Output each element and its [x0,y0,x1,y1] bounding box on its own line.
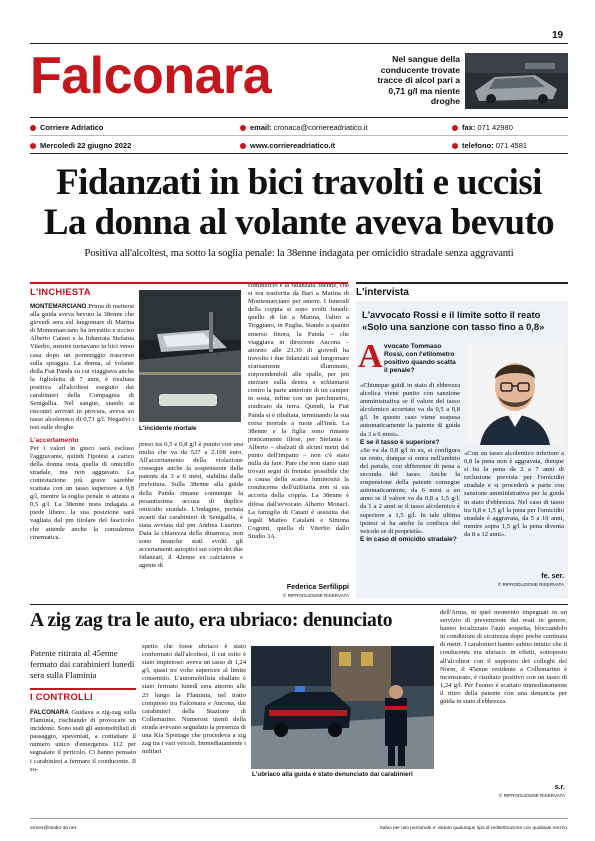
info-website [240,141,335,150]
info-rule-3 [30,153,568,154]
footer-left: ermes@studio-3a.net [30,826,76,831]
info-phone: telefono: 071 4581 [452,141,527,150]
inchiesta-col3: commercio e la fidanzata 38enne, che si era trasferita da Bari a Marina di Montemarciano per amore. I funerali della coppia si sono svolti lunedì: quello di lui a Marina, l'altro a Triggiano, in Puglia. Stando a quanto emerso finora, la Panda – che viaggiava in direzione Ancona – attorno alle 23.30 di giovedì ha travolto i due fidanzati sul lungomare scarsamente illuminato, sorprendendoli alle spalle, per poi sterzare sulla destra e schiantarsi contro la parte anteriore di un camper in sosta, infine con un parchimetro, sradicato da terra. Quindi, la Fiat Panda si è ribaltata, terminando la sua corsa mortale a ruote all'insù. La 38enne e la figlia sono rimaste praticamente illese, per Stefania e Alberto – sbalzati di alcuni metri dal punto dell'impatto – non c'è stato nulla da fare. Pare che non siano stati trovati segni di frenata: possibile che a causa della scarsa luminosità la conducente dell'utilitaria non si sia accorta della coppia. La 38enne è difesa dall'avvocato Alberto Monaci. La famiglia di Catani è assistita dai legali Matteo Catalani e Simona Cognini, quella di Viterbo dallo Studio 3A. [248,282,349,540]
info-email: email: cronaca@corriereadriatico.it [240,123,368,132]
intervista-rights: © RIPRODUZIONE RISERVATA [497,582,564,587]
top-rule [30,43,568,44]
headline-line2: La donna al volante aveva bevuto [43,202,555,243]
bullet-icon [452,125,458,131]
intervista-col1 [360,382,460,587]
bullet-icon [240,125,246,131]
zigzag-col1-text: Guidava a zig-zag sulla Flaminia, rischiando di provocare un incidente. Sono stati gli automobilisti di passaggio, spaventati, a contattare il numero unico d'emergenza 112 per segnalare il pericolo. Ci hanno pensato i carabinieri a fermare il conducente. Il so- [30,709,136,773]
masthead-teaser: Nel sangue della conducente trovate tracce di alcol pari a 0,71 g/l ma niente droghe [377,54,460,107]
info-rule-2 [30,135,568,136]
zigzag-author: s.r. [554,782,565,791]
inchiesta-subhead: L'accertamento [30,436,79,444]
masthead-city: Falconara [30,47,272,105]
lead-place: MONTEMARCIANO [30,303,87,310]
intervista-dropcap: A [358,338,383,375]
lawyer-portrait [466,345,564,445]
email-link[interactable]: cronaca@corriereadriatico.it [273,123,368,132]
intervista-answer-2: «Se va da 0,8 g/l in su, si configura un reato, dunque si entra nell'ambito del penale, con differenze di pena a seconda del tasso. Anche la sospensione della patente consegue automaticamente, da 6 mesi a un anno se il valore va da 0,8 a 1,5 g/l; da 1 a 2 anni se il tasso alcolemico è superiore a 1,5 g/l. In tale ultima ipotesi si ha anche la confisca del veicolo se di proprietà». [360,446,460,535]
zigzag-col3: dell'Arma, in quel momento impegnati in un servizio di prevenzione dei reati in genere, hanno localizzato l'auto sospetta, bloccandolo in condizioni di sicurezza dopo poche centinaia di metri. I carabinieri hanno subito intuito che il conducente era ubriaco: in effetti, sottoposto all'alcoltest con il supporto dei colleghi del Norm, il 45enne residente a Collemarino è incensurato, è risultato positivo con un tasso di 1,24 g/l. Per l'uomo è scattato immediatamente il ritiro della patente con una denuncia per guida in stato d'ebbrezza. [440,609,567,706]
headline-subtitle: Positiva all'alcoltest, ma sotto la soglia penale: la 38enne indagata per omicidio stradale senza aggravanti [84,248,514,259]
info-rule-1 [30,117,568,118]
bullet-icon [452,143,458,149]
zigzag-lead-place: FALCONARA [30,709,69,716]
info-fax: fax: 071 42980 [452,123,513,132]
intervista-rule [356,282,568,284]
headline-line1: Fidanzati in bici travolti e uccisi [56,162,542,203]
carabinieri-photo [251,646,434,769]
controlli-label: I CONTROLLI [30,692,93,703]
footer-rule [30,818,568,819]
zigzag-subtitle: Patente ritirata al 45enne fermato dai carabinieri lunedì sera sulla Flaminia [30,648,135,680]
bullet-icon [30,125,36,131]
info-date: Mercoledì 22 giugno 2022 [30,141,131,150]
inchiesta-rights: © RIPRODUZIONE RISERVATA [282,593,349,598]
intervista-answer-1: «Chiunque guidi in stato di ebbrezza alcolica viene punito con sanzione amministrativa se il valore del tasso alcolemico accertato va da 0,5 a 0,8 g/l. In questo caso viene sospesa automaticamente la patente di guida da 3 a 6 mesi». [360,382,460,438]
teaser-photo [465,53,568,109]
zigzag-top-rule [30,604,568,605]
intervista-question-2: E se il tasso è superiore? [360,438,440,446]
intervista-question-3: E in caso di omicidio stradale? [360,535,457,543]
bullet-icon [30,143,36,149]
page-number: 19 [552,30,564,41]
zigzag-headline: A zig zag tra le auto, era ubriaco: denunciato [30,610,393,631]
zigzag-rights: © RIPRODUZIONE RISERVATA [498,793,565,798]
info-publication: Corriere Adriatico [30,123,104,132]
inchiesta-col2: preso tra 0,5 e 0,8 g/l è punito con una multa che va da 527 a 2.108 euro. All'accertamento della violazione consegue anche la sospensione della patente da 3 a 6 mesi, stabilita dalla prefettura. Sulla 38enne alla guida della Panda rimane comunque la pesantissima accusa di duplice omicidio stradale. L'indagine, portata avanti dai carabinieri di Senigallia, è stata avviata dal pm Andrea Laurino. Data la chiarezza della dinamica, non sono neanche stati svolti gli accertamenti autoptici sui corpi dei due fidanzati, il 42enne ex calciatore e agente di [139,441,243,570]
inchiesta-col1-text-2: Per i valori in gioco sarà escluso l'aggravante, quindi l'ipotesi a carico della donna resta quella di omicidio stradale, ma non aggravato. La contestazione più grave sarebbe scattata con un tasso superiore a 0,8 g/l, mentre la soglia penale si attesta a 0,5 g/l. La 38enne resta indagata a piede libero: la sua posizione sarà vagliata dal pm titolare del fascicolo che attende anche la consulenza cinematica. [30,444,134,541]
intervista-label: L'intervista [356,287,409,298]
inchiesta-col1 [30,303,134,603]
intervista-author: fe. ser. [541,571,564,580]
controlli-rule [30,688,136,690]
website-link[interactable]: www.corriereadriatico.it [250,141,336,150]
inchiesta-label: L'INCHIESTA [30,287,91,298]
zigzag-col2: spetto che fosse ubriaco è stato confermato dall'alcoltest, il cui esito è stato impietoso: aveva un tasso di 1,24 g/l, quasi tre volte superiore al limite consentito. L'automobilista sballato è stato fermato lunedì sera attorno alle 23 lungo la Flaminia, nel tratto compreso tra Falconara e Ancona, dai carabinieri della Stazione di Collemarino. Numerosi utenti della strada avevano segnalato la presenza di una Kia Sportage che procedeva a zig zag tra i vari veicoli. Immediatamente i militari [142,643,246,756]
incident-photo-caption: L'incidente mortale [139,425,197,432]
carabinieri-photo-caption: L'ubriaco alla guida è stato denunciato dai carabinieri [252,771,413,778]
intervista-lead: vvocato Tommaso Rossi, con l'etilometro positivo quando scatta il penale? [384,343,456,375]
inchiesta-col1-text: Prima di mettersi alla guida aveva bevuto la 38enne che giovedì sera sul lungomare di Marina di Montemarciano ha investito e ucciso Alberto Catani e la fidanzata Stefania Viterbo, mentre tornavano in bici verso casa dopo un pomeriggio trascorso sulla spiaggia. La donna, al volante della Fiat Panda su cui viaggiava anche la figlioletta di 7 anni, è risultata positiva all'alcoltest eseguito dai carabinieri della Compagnia di Senigallia. Nel sangue, stando ai riscontri arrivati in procura, aveva un tasso alcolemico di 0,71 g/l. Negativi i test sulle droghe. [30,303,134,432]
bullet-icon [240,143,246,149]
zigzag-col1 [30,709,136,801]
intervista-title-1: L'avvocato Rossi e il limite sotto il reato [362,309,541,320]
inchiesta-author: Federica Serfilippi [286,582,349,591]
intervista-title-2: «Solo una sanzione con tasso fino a 0,8» [362,321,545,332]
footer-right: Salvo per uso personale e' vietato qualunque tipo di redistribuzione con qualsiasi mezzo. [379,826,568,831]
intervista-col2: «Con un tasso alcolemico inferiore a 0,8 la pena non è aggravata, dunque si ha la pena da 2 a 7 anni di reclusione prevista per l'omicidio stradale e si procederà a parte con sanzione amministrativa per la guida in stato d'ebbrezza. Nel caso di tasso tra 0,8 e 1,5 g/l la pena per l'omicidio stradale è aggravata, da 5 a 10 anni, mentre sopra 1,5 g/l la pena diventa da 8 a 12 anni». [464,450,564,538]
incident-photo [139,290,241,422]
